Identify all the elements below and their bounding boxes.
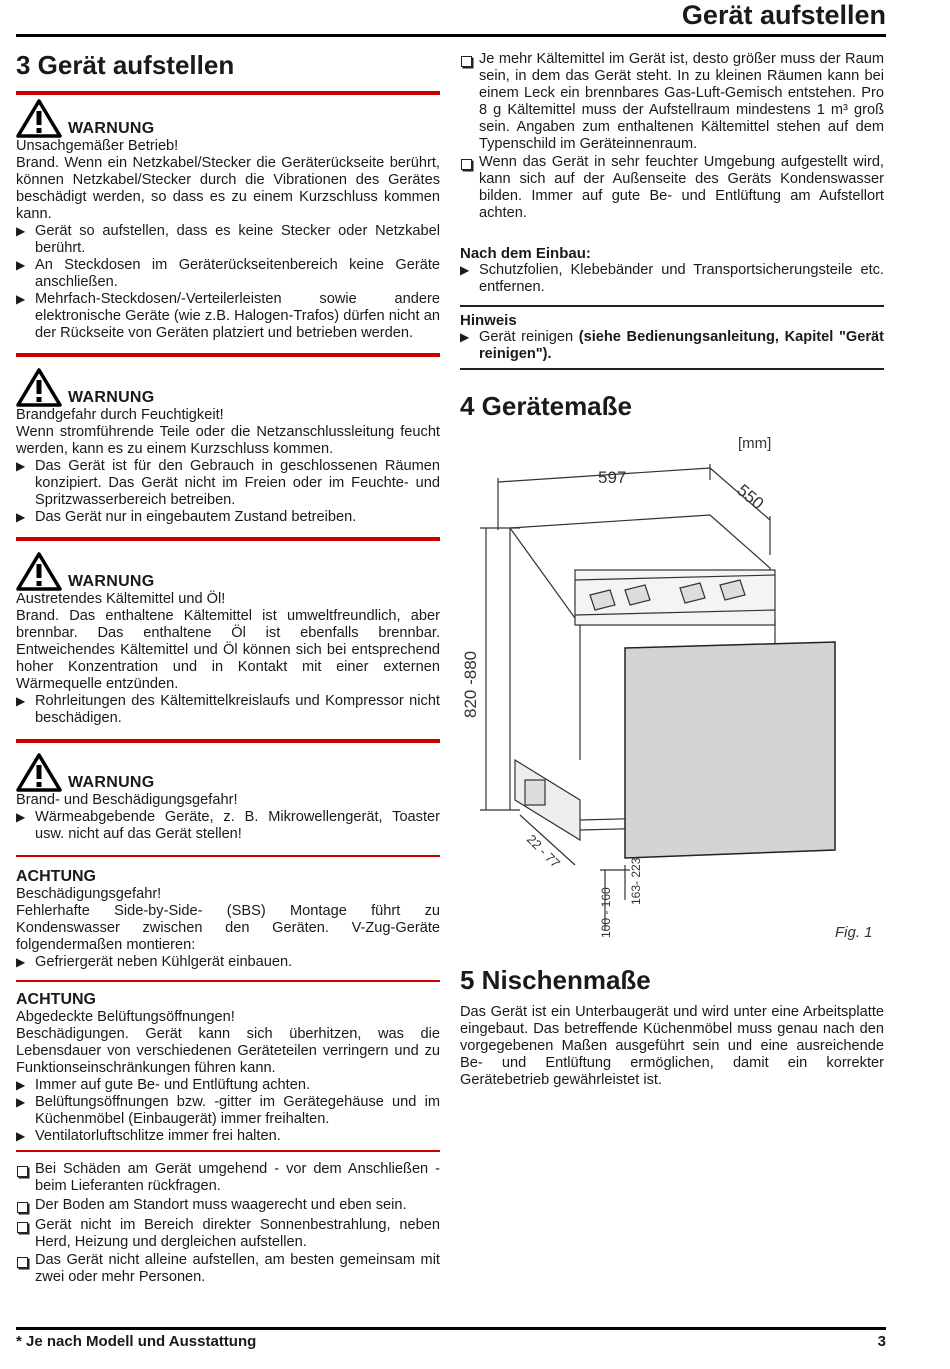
checklist-item: Wenn das Gerät in sehr feuchter Umgebung aufgestellt wird, kann sich auf der Außenseite des Geräts Kondenswasser bilden. Immer auf gute Be- und Entlüftung am Aufstellort achten. bbox=[460, 154, 884, 222]
caution-line: Beschädigungen. Gerät kann sich überhitzen, was die Lebensdauer von verschiedenen Geräteteilen verringern und zu Funktionseinschränkungen führen kann. bbox=[16, 1026, 440, 1076]
warning-triangle-icon bbox=[16, 367, 62, 407]
divider bbox=[16, 353, 440, 357]
warning-line: Brand- und Beschädigungsgefahr! bbox=[16, 792, 238, 808]
checklist-item: Gerät nicht im Bereich direkter Sonnenbestrahlung, neben Herd, Heizung und dergleichen aufstellen. bbox=[16, 1217, 440, 1251]
warning-line: Brandgefahr durch Feuchtigkeit! bbox=[16, 407, 224, 423]
page-number: 3 bbox=[877, 1333, 886, 1350]
caution-line: Fehlerhafte Side-by-Side- (SBS) Montage führt zu Kondenswasser zwischen den Geräten. V-Zug-Geräte folgendermaßen montieren: bbox=[16, 903, 440, 953]
instruction-item: ▶ Mehrfach-Steckdosen/-Verteilerleisten sowie andere elektronische Geräte (wie z.B. Halogen-Trafos) dürfen nicht an der Rückseite von Geräten platziert und betrieben werden. bbox=[16, 291, 440, 342]
unit-label: [mm] bbox=[738, 435, 772, 452]
divider bbox=[460, 305, 884, 307]
caution-line: Beschädigungsgefahr! bbox=[16, 886, 162, 902]
caution-label: ACHTUNG bbox=[16, 868, 96, 885]
warning-triangle-icon bbox=[16, 551, 62, 591]
instruction-item: ▶ Das Gerät nur in eingebautem Zustand betreiben. bbox=[16, 509, 440, 526]
section-5-body bbox=[460, 1004, 884, 1089]
footnote: * Je nach Modell und Ausstattung bbox=[16, 1333, 257, 1350]
warning-line: Unsachgemäßer Betrieb! bbox=[16, 138, 179, 154]
instruction-item: ▶ Belüftungsöffnungen bzw. -gitter im Gerätegehäuse und im Küchenmöbel (Einbaugerät) immer freihalten. bbox=[16, 1094, 440, 1128]
warning-box-2 bbox=[16, 367, 440, 526]
section-4-title: 4 Gerätemaße bbox=[460, 391, 632, 421]
instruction-item: ▶ Gefriergerät neben Kühlgerät einbauen. bbox=[16, 954, 440, 971]
warning-label: WARNUNG bbox=[68, 120, 155, 137]
height-label: 820 -880 bbox=[461, 650, 480, 718]
section-5-text: Das Gerät ist ein Unterbaugerät und wird unter eine Arbeitsplatte eingebaut. Das betreffende Küchenmöbel muss genau nach den vorgegebenen Maßen ausgeführt sein und eine ausreichende Be- und Entlüftung ermöglichen, damit ein korrekter Gerätebetrieb gewährleistet ist. bbox=[460, 1004, 884, 1088]
caution-line: Abgedeckte Belüftungsöffnungen! bbox=[16, 1009, 235, 1025]
divider bbox=[16, 537, 440, 541]
checklist-item: Je mehr Kältemittel im Gerät ist, desto größer muss der Raum sein, in dem das Gerät steht. In zu kleinen Räumen kann bei einem Leck ein brennbares Gas-Luft-Gemisch entstehen. Pro 8 g Kältemittel muss der Aufstellraum mindestens 1 m³ groß sein. Angaben zum enthaltenen Kältemittel stehen auf dem Typenschild im Geräteinnenraum. bbox=[460, 51, 884, 153]
warning-box-4 bbox=[16, 752, 440, 843]
instruction-item: ▶ Ventilatorluftschlitze immer frei halten. bbox=[16, 1128, 440, 1145]
warning-label: WARNUNG bbox=[68, 389, 155, 406]
instruction-item: ▶ Gerät so aufstellen, dass es keine Stecker oder Netzkabel berührt. bbox=[16, 223, 440, 257]
hint-box bbox=[460, 329, 884, 363]
running-header: Gerät aufstellen bbox=[681, 0, 886, 30]
divider bbox=[16, 739, 440, 743]
warning-line: Austretendes Kältemittel und Öl! bbox=[16, 591, 226, 607]
warning-line: Wenn stromführende Teile oder die Netzanschlussleitung feucht werden, kann es zu einem Kurzschluss kommen. bbox=[16, 424, 440, 457]
checklist-item: Das Gerät nicht alleine aufstellen, am besten gemeinsam mit zwei oder mehr Personen. bbox=[16, 1252, 440, 1286]
instruction-item: ▶ An Steckdosen im Geräterückseitenbereich keine Geräte anschließen. bbox=[16, 257, 440, 291]
warning-triangle-icon bbox=[16, 752, 62, 792]
right-checklist bbox=[460, 51, 884, 222]
instruction-item: ▶ Rohrleitungen des Kältemittelkreislaufs und Kompressor nicht beschädigen. bbox=[16, 693, 440, 727]
plinth-height-b-label: 163- 223 bbox=[629, 857, 643, 905]
hint-title: Hinweis bbox=[460, 312, 517, 329]
section-3-title: 3 Gerät aufstellen bbox=[16, 50, 235, 80]
plinth-height-a-label: 100 - 160 bbox=[599, 887, 613, 938]
checklist-item: Der Boden am Standort muss waagerecht und eben sein. bbox=[16, 1197, 440, 1214]
warning-box-1 bbox=[16, 98, 440, 342]
divider bbox=[16, 91, 440, 95]
plinth-depth-label: 22 - 77 bbox=[523, 831, 564, 871]
warning-box-3 bbox=[16, 551, 440, 727]
caution-box-1 bbox=[16, 868, 440, 971]
divider bbox=[16, 855, 440, 857]
figure-caption: Fig. 1 bbox=[835, 924, 873, 941]
hint-reference: (siehe Bedienungsanleitung, Kapitel "Gerät reinigen"). bbox=[479, 329, 884, 362]
hint-item bbox=[460, 329, 884, 363]
footer-rule bbox=[16, 1327, 886, 1330]
instruction-item: ▶ Schutzfolien, Klebebänder und Transportsicherungsteile etc. entfernen. bbox=[460, 262, 884, 296]
instruction-item: ▶ Wärmeabgebende Geräte, z. B. Mikrowellengerät, Toaster usw. nicht auf das Gerät stellen! bbox=[16, 809, 440, 843]
width-label: 597 bbox=[598, 468, 627, 487]
checklist-item: Bei Schäden am Gerät umgehend - vor dem Anschließen - beim Lieferanten rückfragen. bbox=[16, 1161, 440, 1195]
setup-checklist bbox=[16, 1161, 440, 1286]
warning-triangle-icon bbox=[16, 98, 62, 138]
warning-line: Brand. Das enthaltene Kältemittel ist umweltfreundlich, aber brennbar. Das enthaltene Öl ist ebenfalls brennbar. Entweichendes Kältemittel und Öl können sich bei entsprechend hoher Konzentration und in Kontakt mit einer externen Wärmequelle entzünden. bbox=[16, 608, 440, 692]
divider bbox=[460, 368, 884, 370]
caution-box-2 bbox=[16, 991, 440, 1145]
divider bbox=[16, 1150, 440, 1152]
instruction-item: ▶ Immer auf gute Be- und Entlüftung achten. bbox=[16, 1077, 440, 1094]
warning-line: Brand. Wenn ein Netzkabel/Stecker die Geräterückseite berührt, können Netzkabel/Stecker durch die Vibrationen des Gerätes beschädigt werden, so dass es zu einem Kurzschluss kommen kann. bbox=[16, 155, 440, 222]
after-install-list bbox=[460, 262, 884, 296]
header-rule bbox=[16, 34, 886, 37]
depth-label: 550 bbox=[733, 480, 768, 514]
hint-text: Gerät reinigen bbox=[479, 329, 574, 345]
warning-label: WARNUNG bbox=[68, 573, 155, 590]
instruction-item: ▶ Das Gerät ist für den Gebrauch in geschlossenen Räumen konzipiert. Das Gerät nicht im Freien oder im Feuchte- und Spritzwasserbereich betreiben. bbox=[16, 458, 440, 509]
appliance-dimension-figure bbox=[440, 420, 910, 950]
divider bbox=[16, 980, 440, 982]
section-5-title: 5 Nischenmaße bbox=[460, 965, 651, 995]
after-install-title: Nach dem Einbau: bbox=[460, 245, 591, 262]
warning-label: WARNUNG bbox=[68, 774, 155, 791]
caution-label: ACHTUNG bbox=[16, 991, 96, 1008]
